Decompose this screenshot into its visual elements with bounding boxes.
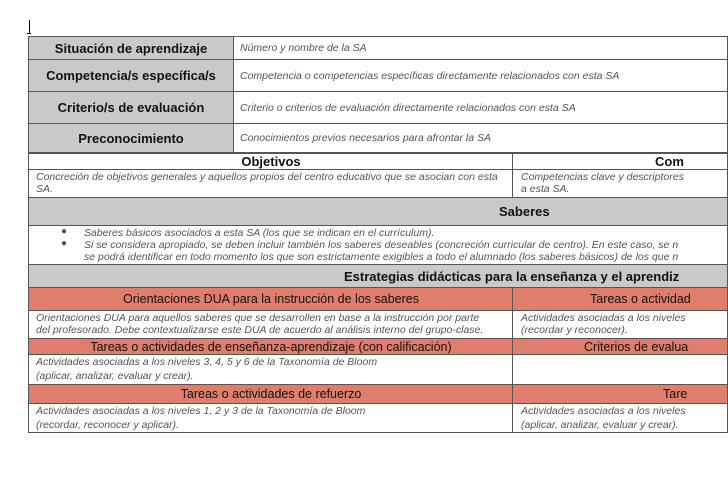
saberes-header-row [28, 197, 728, 226]
saberes-header: Saberes [499, 204, 550, 219]
estrategias-header-row [28, 264, 728, 288]
objetivos-text-line1[interactable]: Concreción de objetivos generales y aquellos propios del centro educativo que se asocian con esta [36, 171, 498, 183]
dua-text-line2[interactable]: del profesorado. Debe contextualizarse este DUA de acuerdo al análisis interno del grupo-clase. [36, 324, 484, 336]
competencias-header: Com [655, 154, 684, 169]
estrategias-header: Estrategias didácticas para la enseñanza y el aprendiz [344, 269, 680, 284]
info-value[interactable]: Competencia o competencias específicas directamente relacionados con esta SA [234, 60, 728, 92]
calificacion-text-line2[interactable]: (aplicar, analizar, evaluar y crear). [36, 370, 194, 382]
refuerzo-header-row [28, 384, 728, 404]
info-label: Preconocimiento [29, 124, 234, 153]
objetivos-content-row [28, 169, 728, 198]
info-row-preconocimiento [29, 124, 728, 153]
saberes-bullet2-line2[interactable]: se podrá identificar en todo momento los que son estrictamente exigibles a todo el alumnado (los saberes básicos) de los que n [84, 251, 679, 263]
refuerzo-header: Tareas o actividades de refuerzo [180, 387, 362, 401]
info-table [28, 36, 728, 153]
info-label: Situación de aprendizaje [29, 37, 234, 60]
info-row-situacion [29, 37, 728, 60]
bullet-icon: ● [61, 226, 68, 237]
refuerzo-right-line1[interactable]: Actividades asociadas a los niveles [521, 405, 686, 417]
objetivos-text-line2[interactable]: SA. [36, 183, 53, 195]
column-divider [512, 153, 513, 198]
info-value[interactable]: Criterio o criterios de evaluación directamente relacionados con esta SA [234, 92, 728, 124]
dua-content-row [28, 310, 728, 339]
info-value[interactable]: Número y nombre de la SA [234, 37, 728, 60]
objetivos-header-row [28, 153, 728, 170]
column-divider [512, 287, 513, 433]
refuerzo-content-row [28, 403, 728, 433]
margin-mark [27, 33, 31, 34]
saberes-bullet2-line1[interactable]: Si se considera apropiado, se deben incluir también los saberes deseables (concreción curricular de centro). En este caso, se n [84, 239, 679, 251]
calificacion-text-line1[interactable]: Actividades asociadas a los niveles 3, 4, 5 y 6 de la Taxonomía de Bloom [36, 356, 378, 368]
dua-text-line1[interactable]: Orientaciones DUA para aquellos saberes que se desarrollen en base a la instrucción por parte [36, 312, 480, 324]
calificacion-header-row [28, 338, 728, 355]
dua-header: Orientaciones DUA para la instrucción de los saberes [123, 292, 419, 306]
text-cursor [29, 20, 30, 34]
refuerzo-text-line2[interactable]: (recordar, reconocer y aplicar). [36, 419, 179, 431]
dua-right-line1[interactable]: Actividades asociadas a los niveles [521, 312, 686, 324]
refuerzo-right-line2[interactable]: (aplicar, analizar, evaluar y crear). [521, 419, 679, 431]
refuerzo-text-line1[interactable]: Actividades asociadas a los niveles 1, 2 y 3 de la Taxonomía de Bloom [36, 405, 366, 417]
info-row-criterio [29, 92, 728, 124]
criterios-header: Criterios de evalua [584, 340, 689, 354]
info-label: Criterio/s de evaluación [29, 92, 234, 124]
dua-right-line2[interactable]: (recordar y reconocer). [521, 324, 628, 336]
competencias-text-line1[interactable]: Competencias clave y descriptores [521, 171, 684, 183]
calificacion-header: Tareas o actividades de enseñanza-aprendizaje (con calificación) [90, 340, 452, 354]
competencias-text-line2[interactable]: a esta SA. [521, 183, 570, 195]
calificacion-content-row [28, 354, 728, 385]
info-value[interactable]: Conocimientos previos necesarios para afrontar la SA [234, 124, 728, 153]
info-label: Competencia/s específica/s [29, 60, 234, 92]
objetivos-header: Objetivos [241, 154, 301, 169]
saberes-content-row [28, 225, 728, 265]
dua-header-row [28, 287, 728, 311]
dua-right-header: Tareas o actividad [590, 292, 691, 306]
saberes-bullet1[interactable]: Saberes básicos asociados a esta SA (los que se indican en el currículum). [84, 227, 435, 239]
refuerzo-right-header: Tare [663, 387, 688, 401]
info-row-competencia [29, 60, 728, 92]
bullet-icon: ● [61, 238, 68, 249]
